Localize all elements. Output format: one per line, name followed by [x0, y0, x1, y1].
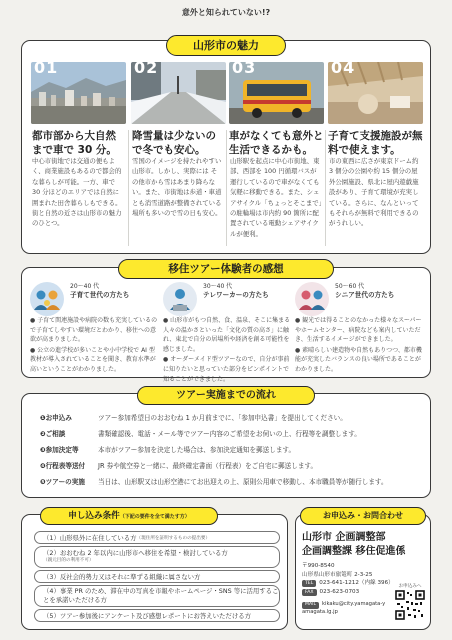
teleworker-avatar-icon: [163, 282, 197, 316]
appeal-title-4: 子育て支援施設が無料で使えます。: [328, 130, 423, 157]
mail-row[interactable]: MAIL kikaku@city.yamagata-yamagata.lg.jp: [302, 601, 386, 615]
conditions-heading: 申し込み条件（下記の要件を全て満たす方）: [40, 507, 218, 525]
tagline: 意外と知られていない!?: [181, 8, 271, 17]
list-item: ● オーダーメイド型ツアーなので、自分が事前に知りたいと思っていた部分をピンポイントで知ることができました。: [163, 356, 290, 383]
condition-item-4: （4）事業 PR のため、滞在中の写真を市報やホームページ・SNS 等に活用することを承諾いただける方: [34, 585, 280, 607]
voice-who: 子育て世代の方たち: [70, 291, 130, 300]
appeal-title-2: 降雪量は少ないので冬でも安心。: [132, 130, 216, 157]
appeal-divider: [128, 130, 129, 246]
contact-org: 山形市 企画調整部 企画調整課 移住促進係: [302, 532, 406, 557]
contact-heading: お申込み・お問合わせ: [300, 507, 426, 525]
voice-who: テレワーカーの方たち: [203, 291, 269, 300]
list-item: ● 子育て関連施設や病院の数も充実しているので子育てしやすい環境だとわかり、移住への意欲が高まりました。: [30, 317, 158, 344]
appeal-num-1: 01: [34, 58, 59, 77]
flow-heading: ツアー実施までの流れ: [137, 386, 315, 405]
voice-group-2-comments: [163, 316, 291, 385]
voice-group-3-header: [335, 283, 394, 301]
list-item: ● 素晴らしい建造物や自然もありつつ、都市機能が充実したバランスの良い場所であることがわかりました。: [295, 346, 422, 373]
voices-heading: 移住ツアー体験者の感想: [118, 259, 334, 279]
voice-group-3-comments: [295, 316, 423, 376]
condition-item-2: （2）おおむね 2 年以内に山形市へ移住を希望・検討している方 （親元目的の利用不可）: [34, 546, 280, 568]
flow-step-5: ❺ツアーの実施 当日は、山形駅又は山形空港にてお出迎えの上、原則公用車で移動し、本市職員等が随行します。: [40, 478, 388, 486]
appeal-divider: [226, 130, 227, 246]
family-avatar-icon: [30, 282, 64, 316]
mail-address[interactable]: kikaku@city.yamagata-yamagata.lg.jp: [302, 601, 386, 615]
appeal-num-2: 02: [134, 58, 159, 77]
list-item: ● 山形市がもつ自然、食、温泉、そこに集まる人々の温かさといった「文化の質の高さ」に触れ、東北で自分の居場所や経済を創る可能性を感じました。: [163, 317, 291, 353]
qr-caption: お申込みへ: [398, 584, 422, 589]
appeal-num-4: 04: [331, 58, 356, 77]
appeal-divider: [325, 130, 326, 246]
appeal-body-3: 山形駅を起点に中心市街地、東部、西部を 100 円循環バスが運行しているので車がなくても気軽に移動できる。また、シェアサイクル「ちょっとそこまで」の駐輪場は市内約 90 箇所に配置されている電動シェアサイクルが便利。: [230, 157, 322, 238]
address: 山形県山形市旅篭町 2-3-25: [302, 571, 373, 578]
condition-item-3: （3）反社会的勢力又はそれに準ずる組織に属さない方: [34, 570, 280, 583]
qr-code-icon[interactable]: [395, 590, 425, 620]
appeal-title-3: 車がなくても意外と生活できるかも。: [229, 130, 324, 157]
appeal-body-4: 市の東西に広さが東京ドーム約 3 個分の公園や約 15 個分の屋外公園施設、県北に屋内遊戯施設があり、子育て環境が充実している。さらに、なんといってもそれらが無料で利用できるのがうれしい。: [329, 157, 419, 228]
voice-age: 20〜40 代: [70, 283, 100, 290]
voice-age: 50〜60 代: [335, 283, 365, 290]
appeal-heading: 山形市の魅力: [166, 35, 286, 56]
flow-step-3: ❸参加決定等 本市がツアー参加を決定した場合は、参加決定通知を郵送します。: [40, 446, 296, 454]
appeal-num-3: 03: [232, 58, 257, 77]
tel-row: TEL 023-641-1212（内線 396）: [302, 579, 428, 588]
list-item: ● 公立の進学校が多いことや小中学校で AI 型教材が導入されていることを聞き、教育水準が高いということがわかりました。: [30, 346, 156, 373]
flow-step-1: ❶お申込み ツアー参加希望日のおおむね 1 か月前までに、「参加申込書」を提出してください。: [40, 414, 347, 422]
flow-step-2: ❷ご相談 書類確認後、電話・メール等でツアー内容のご希望をお伺いの上、行程等を調整します。: [40, 430, 361, 438]
flow-step-4: ❹行程表等送付 JR 券や航空券と一緒に、最終確定書面（行程表）をご自宅に郵送します。: [40, 462, 318, 470]
voice-group-1-header: [70, 283, 129, 301]
appeal-title-1: 都市部から大自然まで車で 30 分。: [32, 130, 117, 157]
postal-code: 〒990-8540: [302, 563, 335, 569]
voice-group-2-header: [203, 283, 269, 301]
appeal-body-1: 中心市街地では交通の便もよく、商業施設もあるので都会的な暮らしが可能。一方、車で 30 分ほどのエリアでは自然に囲まれた田舎暮らしもできる。街と自然の近さは山形市の魅力のひとつ。: [32, 157, 122, 228]
senior-avatar-icon: [295, 282, 329, 316]
voice-age: 30〜40 代: [203, 283, 233, 290]
fax-row: FAX 023-623-0703: [302, 588, 428, 597]
list-item: ● 観光では得ることのなかった様々なスーパーやホームセンター、病院なども案内していただき、生活するイメージができました。: [295, 317, 422, 344]
voice-group-1-comments: [30, 316, 158, 376]
condition-item-5: （5）ツアー参加後にアンケート及び感想レポートにお答えいただける方: [34, 609, 280, 622]
appeal-body-2: 雪国のイメージを持たれやすい山形市。しかし、実際には その他市から雪はあまり降らない。また、市街地は歩道・車道とも消雪道路が整備されている場所も多いので雪の日も安心。: [132, 157, 222, 217]
condition-item-1: （1）山形県外に在住している方 （現住所を証明するものの提出要）: [34, 531, 280, 544]
voice-who: シニア世代の方たち: [335, 291, 395, 300]
